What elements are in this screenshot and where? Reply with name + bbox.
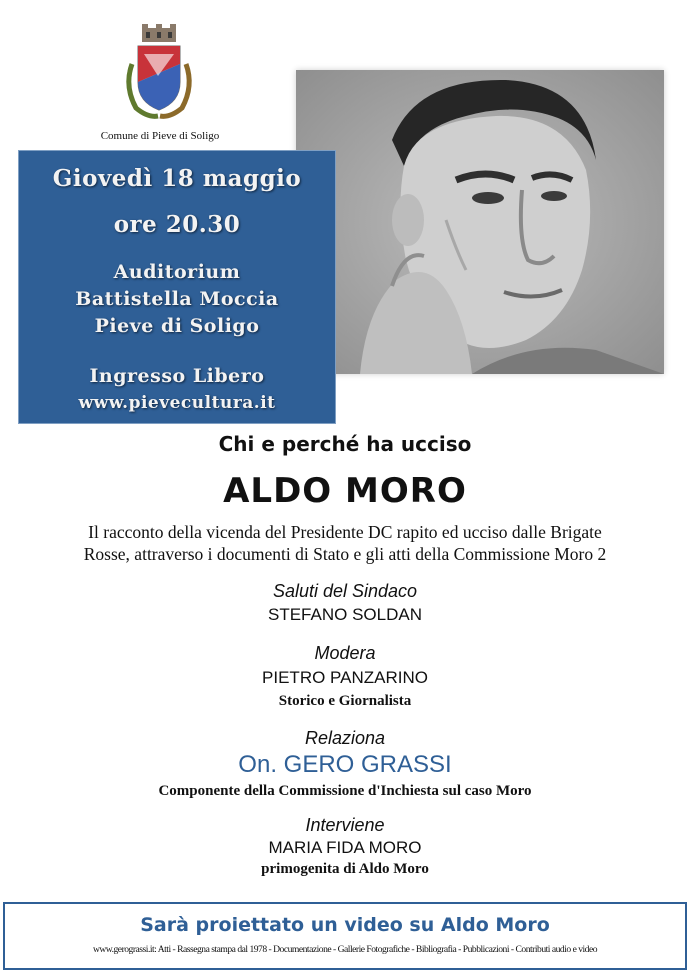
saluti-role: Saluti del Sindaco: [272, 581, 418, 601]
event-venue: [19, 259, 335, 340]
venue-line: Pieve di Soligo: [94, 315, 260, 337]
event-subtitle: Chi e perché ha ucciso: [218, 432, 472, 456]
saluti-name: STEFANO SOLDAN: [268, 605, 422, 624]
portrait-photo: [296, 70, 664, 374]
event-description: [20, 521, 670, 565]
modera-name: PIETRO PANZARINO: [262, 668, 428, 687]
relaziona-role: Relaziona: [304, 728, 386, 748]
venue-line: Battistella Moccia: [75, 288, 279, 310]
interviene-note: primogenita di Aldo Moro: [261, 861, 429, 877]
modera-note: Storico e Giornalista: [278, 693, 412, 709]
relaziona-note: Componente della Commissione d'Inchiesta sul caso Moro: [158, 783, 532, 799]
footer-box: [3, 902, 687, 970]
event-time: ore 20.30: [113, 211, 241, 238]
event-title: ALDO MORO: [223, 471, 467, 511]
interviene-name: MARIA FIDA MORO: [268, 838, 422, 857]
relaziona-name: On. GERO GRASSI: [238, 751, 452, 778]
footer-links[interactable]: www.gerograssi.it: Atti - Rassegna stampa dal 1978 - Documentazione - Gallerie Fotografiche - Bibliografia - Pubblicazioni - Contributi audio e video: [92, 944, 598, 955]
footer-headline: Sarà proiettato un video su Aldo Moro: [140, 914, 550, 936]
description-line: Il racconto della vicenda del Presidente DC rapito ed ucciso dalle Brigate: [88, 522, 602, 542]
comune-label: Comune di Pieve di Soligo: [100, 130, 220, 142]
description-line: Rosse, attraverso i documenti di Stato e gli atti della Commissione Moro 2: [83, 544, 607, 564]
modera-role: Modera: [314, 643, 376, 663]
event-date: Giovedì 18 maggio: [52, 165, 302, 192]
municipal-crest-icon: [118, 24, 200, 124]
interviene-role: Interviene: [305, 815, 385, 835]
event-info-box: [18, 150, 336, 424]
entry-label: Ingresso Libero: [89, 365, 265, 387]
website-link[interactable]: www.pievecultura.it: [78, 393, 276, 413]
venue-line: Auditorium: [113, 261, 241, 283]
